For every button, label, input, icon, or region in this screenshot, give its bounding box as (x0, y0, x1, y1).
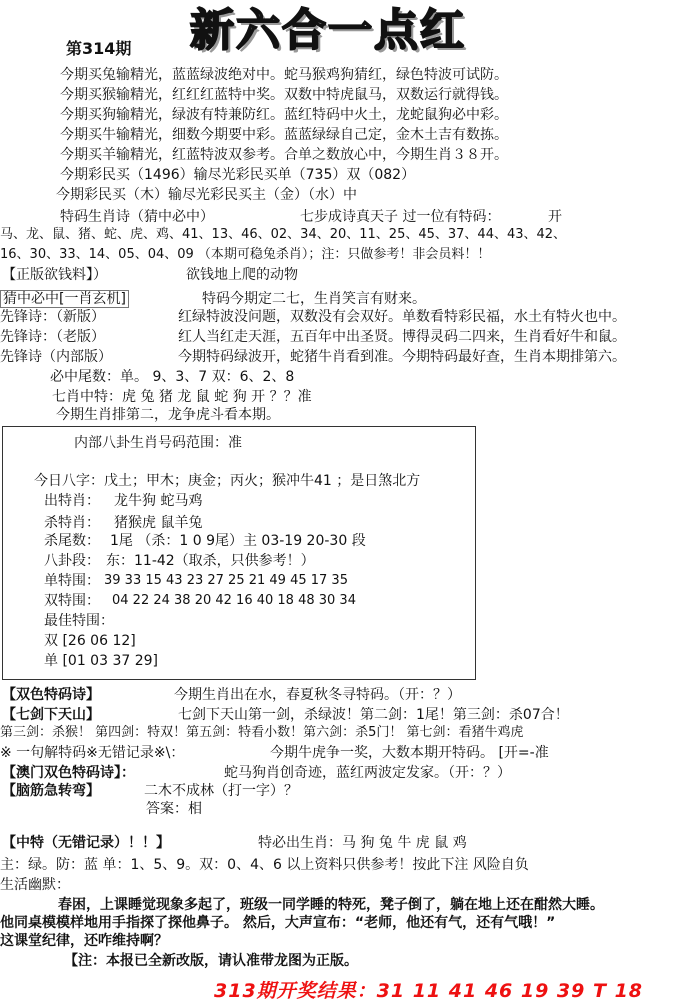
xianfeng-label: 先锋诗：（老版） (0, 329, 105, 345)
tema-label: 特码生肖诗（猜中必中） (60, 209, 214, 225)
qixiao-zhongte: 七肖中特：虎 兔 猪 龙 鼠 蛇 狗 开 ？？准 (52, 389, 312, 405)
tema-middle: 七步成诗真天子 过一位有特码： (300, 209, 501, 225)
intro-line: 今期买猴输精光，红红红蓝特中奖。双数中特虎鼠马，双数运行就得钱。 (60, 87, 508, 103)
section-label: 【七剑下天山】 (2, 707, 100, 723)
intro-line: 今期买牛输精光，细数今期要中彩。蓝蓝绿绿自己定，金木土吉有数拣。 (60, 127, 508, 143)
xianfeng-text: 今期特码绿波开，蛇猪牛肖看到准。今期特码最好查，生肖本期排第六。 (178, 349, 626, 365)
best-label: 最佳特围： (44, 613, 114, 629)
bagua-row-value: 龙牛狗 蛇马鸡 (114, 493, 203, 509)
zhengban-label: 【正版欲钱料】） (2, 267, 107, 283)
notice: 【注：本报已全新改版，请认准带龙图为正版。 (64, 953, 358, 969)
section-text: 今期生肖出在水，春夏秋冬寻特码。（开：？） (174, 687, 461, 703)
bagua-row-value: 39 33 15 43 23 27 25 21 49 45 17 35 (104, 573, 348, 588)
bagua-row-label: 单特围： (44, 573, 100, 589)
bagua-row-value: 1尾 （杀：1 0 9尾）主 03-19 20-30 段 (110, 533, 366, 549)
bagua-row-label: 出特肖： (44, 493, 100, 509)
humor-line: 他同桌模模样地用手指探了探他鼻子。 然后，大声宣布：“老师，他还有气，还有气哦！” (0, 915, 556, 931)
tema-right: 开 (548, 209, 562, 225)
bagua-row-label: 杀特肖： (44, 515, 100, 531)
xianfeng-text: 红绿特波没问题，双数没有会双好。单数看特彩民福，水土有特火也中。 (178, 309, 626, 325)
bagua-row-label: 杀尾数： (44, 533, 100, 549)
intro-line: 今期买兔输精光，蓝蓝绿波绝对中。蛇马猴鸡狗猜红，绿色特波可试防。 (60, 67, 508, 83)
bagua-row-value: 猪猴虎 鼠羊兔 (114, 515, 203, 531)
best-single: 单 [01 03 37 29] (44, 653, 158, 669)
section-label: 【澳门双色特码诗】： (2, 765, 135, 781)
bagua-row-value: 东：11-42（取杀，只供参考！） (106, 553, 315, 569)
intro-line: 今期买狗输精光，绿波有特兼防红。蓝红特码中火土，龙蛇鼠狗必中彩。 (60, 107, 508, 123)
section-text: 蛇马狗肖创奇迹，蓝红两波定发家。（开：？） (224, 765, 511, 781)
bagua-row-label: 八卦段： (44, 553, 100, 569)
xianfeng-label: 先锋诗：（新版） (0, 309, 105, 325)
bagua-title: 内部八卦生肖号码范围：准 (74, 435, 242, 451)
zhongte-label: 【中特（无错记录）！！】 (2, 835, 170, 851)
tema-numbers: 马、龙、鼠、猪、蛇、虎、鸡、41、13、46、02、34、20、11、25、45、37、44、43、42、 (0, 227, 567, 242)
xianfeng-label: 先锋诗（内部版） (0, 349, 112, 365)
section-text: 今期牛虎争一奖，大数本期开特码。 [开=-准 (270, 745, 549, 761)
riddle-answer: 答案：相 (146, 801, 202, 817)
section-label: 【脑筋急转弯】 (2, 783, 100, 799)
tema-numbers: 16、30、33、14、05、04、09 （本期可稳兔杀肖）；注：只做参考！非会员料！！ (0, 247, 491, 262)
bagua-row-value: 04 22 24 38 20 42 16 40 18 48 30 34 (112, 593, 356, 608)
bagua-bazi: 今日八字：戊土；甲木；庚金；丙火；猴冲牛41 ；是日煞北方 (34, 473, 421, 489)
section-text: 七剑下天山第一剑，杀绿波！第二剑：1尾！第三剑：杀07合！ (178, 707, 569, 723)
section-label: 【双色特码诗】 (2, 687, 100, 703)
intro-line: 今期彩民买（1496）输尽光彩民买单（735）双（082） (60, 167, 416, 183)
zhengban-text: 欲钱地上爬的动物 (186, 267, 298, 283)
zhu-line: 主：绿。防：蓝 单：1、5、9。双：0、4、6 以上资料只供参考！按此下注 风险自负 (0, 857, 529, 873)
section-label: ※ 一句解特码※无错记录※\： (0, 745, 185, 761)
intro-line: 今期买羊输精光，红蓝特波双参考。合单之数放心中，今期生肖３８开。 (60, 147, 508, 163)
section-text: 二木不成林（打一字）？ (144, 783, 298, 799)
bagua-row-label: 双特围： (44, 593, 100, 609)
best-double: 双 [26 06 12] (44, 633, 136, 649)
draw-result: 313期开奖结果：31 11 41 46 19 39 T 18 (214, 980, 644, 1002)
qijian-detail: 第三剑：杀猴！ 第四剑：特双！第五剑：特看小数！第六剑：杀5门！ 第七剑：看猪牛鸡虎 (0, 725, 524, 740)
bizhong-weishu: 必中尾数：单。 9、3、7 双：6、2、8 (50, 369, 295, 385)
page-title: 新六合一点红 (190, 5, 466, 56)
caizhong-text: 特码今期定二七，生肖笑言有财来。 (202, 291, 426, 307)
issue-number: 第314期 (66, 39, 132, 58)
shengxiao-rank: 今期生肖排第二，龙争虎斗看本期。 (56, 407, 280, 423)
humor-line: 春困，上课睡觉现象多起了，班级一同学睡的特死，凳子倒了，躺在地上还在酣然大睡。 (58, 897, 604, 913)
humor-line: 这课堂纪律，还咋维持啊？ (0, 933, 168, 949)
xianfeng-text: 红人当红走天涯，五百年中出圣贤。博得灵码二四来，生肖看好牛和鼠。 (178, 329, 626, 345)
intro-line: 今期彩民买（木）输尽光彩民买主（金）（水）中 (56, 187, 357, 203)
humor-label: 生活幽默： (0, 877, 70, 893)
caizhong-label: 猜中必中[一肖玄机] (0, 290, 129, 308)
zhongte-text: 特必出生肖：马 狗 兔 牛 虎 鼠 鸡 (258, 835, 467, 851)
